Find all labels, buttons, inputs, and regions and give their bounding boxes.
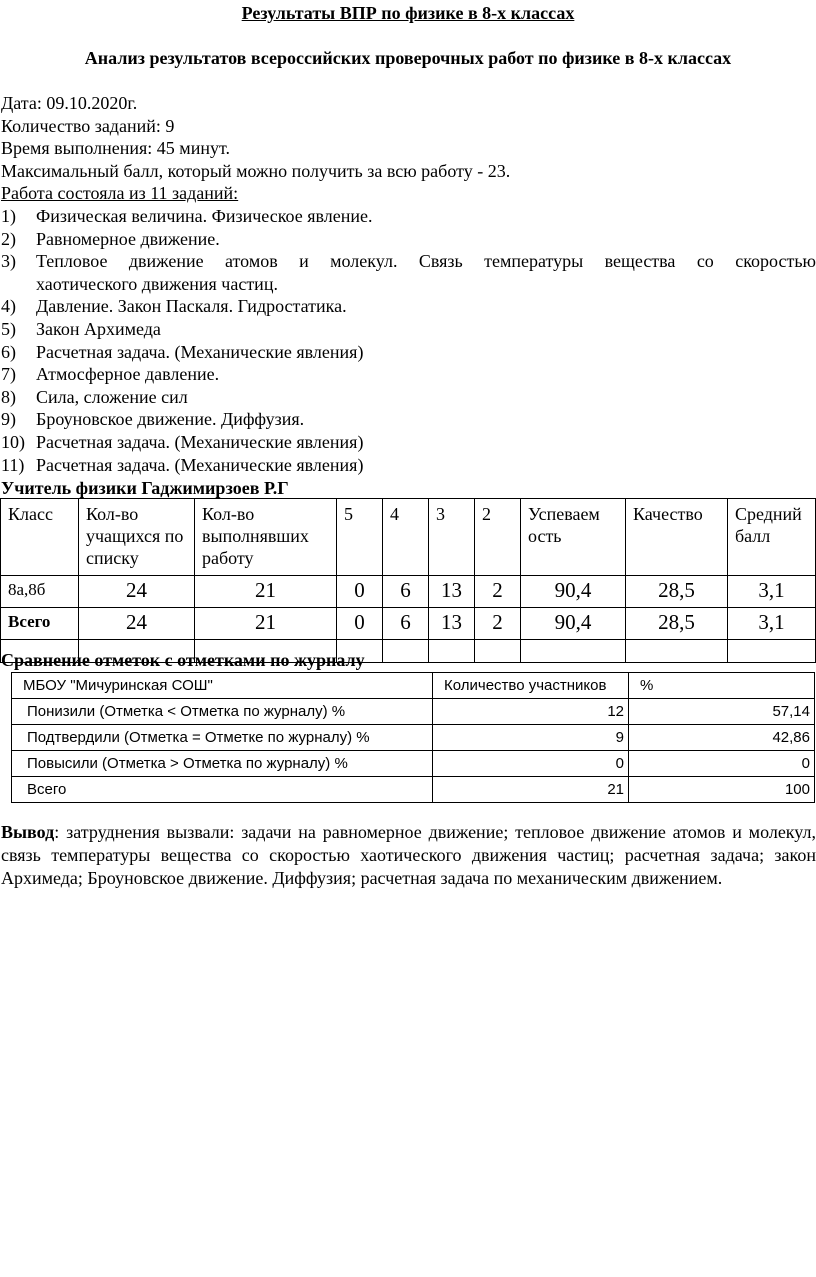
header-cell: Качество [626,499,728,576]
table-cell: 6 [383,608,429,640]
table-cell: 21 [195,608,337,640]
table-cell: 24 [79,608,195,640]
table-cell: 24 [79,576,195,608]
task-item [1,363,816,386]
document-subtitle: Анализ результатов всероссийских проверочных работ по физике в 8-х классах [84,48,732,68]
empty-cell [429,640,475,663]
table-cell: Всего [12,777,433,803]
task-text-block [36,250,816,295]
conclusion-label: Вывод [1,822,55,842]
info-task-count: Количество заданий: 9 [1,116,175,136]
task-text: Давление. Закон Паскаля. Гидростатика. [36,296,347,317]
conclusion-paragraph [1,821,816,890]
table-cell: 0 [337,576,383,608]
task-text: Тепловое движение атомов и молекул. Связь температуры вещества со скоростью [36,251,816,272]
info-duration: Время выполнения: 45 минут. [1,138,230,158]
header-cell: 3 [429,499,475,576]
header-cell: % [629,673,815,699]
task-number: 8) [1,386,16,407]
header-cell: Класс [1,499,79,576]
task-text: Равномерное движение. [36,228,220,249]
task-item [1,318,816,341]
table-cell: 6 [383,576,429,608]
task-text: Расчетная задача. (Механические явления) [36,431,364,452]
document-title: Результаты ВПР по физике в 8-х классах [241,3,575,23]
table-cell: 28,5 [626,576,728,608]
task-text: Физическая величина. Физическое явление. [36,206,373,226]
info-date: Дата: 09.10.2020г. [1,93,138,113]
task-text-continued: хаотического движения частиц. [36,273,278,294]
header-cell: 5 [337,499,383,576]
results-table [0,498,816,663]
task-number: 11) [1,454,25,475]
table-row [12,725,815,751]
task-item [1,228,816,251]
task-text: Расчетная задача. (Механические явления) [36,341,364,362]
teacher-name: Учитель физики Гаджимирзоев Р.Г [1,478,289,498]
table-cell: 0 [337,608,383,640]
table-cell: 21 [433,777,629,803]
table-cell: 57,14 [629,699,815,725]
task-text: Закон Архимеда [36,318,161,339]
table-cell: 2 [475,608,521,640]
empty-cell [475,640,521,663]
table-cell: Повысили (Отметка > Отметка по журналу) % [12,751,433,777]
task-text: Расчетная задача. (Механические явления) [36,454,364,475]
task-text: Броуновское движение. Диффузия. [36,409,305,430]
table-cell: 3,1 [728,576,816,608]
header-cell: Кол-во выполнявших работу [195,499,337,576]
table-cell: Подтвердили (Отметка = Отметке по журналу) % [12,725,433,751]
table-cell: 42,86 [629,725,815,751]
table-cell: 3,1 [728,608,816,640]
table-cell: 2 [475,576,521,608]
task-number: 4) [1,296,16,317]
comparison-title: Сравнение отметок с отметками по журналу [1,650,365,670]
task-number: 5) [1,318,16,339]
table-cell: 13 [429,576,475,608]
task-number: 6) [1,341,16,362]
task-number: 1) [1,206,16,226]
task-item [1,205,816,228]
table-cell: 90,4 [521,576,626,608]
task-number: 3) [1,251,16,272]
task-number: 7) [1,364,16,385]
header-cell: МБОУ "Мичуринская СОШ" [12,673,433,699]
task-text: Атмосферное давление. [36,364,220,385]
table-row [12,777,815,803]
header-cell: Успеваем ость [521,499,626,576]
table-row [12,699,815,725]
table-cell: Понизили (Отметка < Отметка по журналу) % [12,699,433,725]
empty-cell [521,640,626,663]
task-number: 2) [1,228,16,249]
table-cell: 0 [629,751,815,777]
task-item [1,408,816,431]
table-row [1,576,816,608]
task-item [1,454,816,477]
comparison-header-row [12,673,815,699]
empty-cell [728,640,816,663]
comparison-table [11,672,815,803]
task-item [1,431,816,454]
header-cell: Кол-во учащихся по списку [79,499,195,576]
header-cell: 2 [475,499,521,576]
conclusion-text: : затруднения вызвали: задачи на равномерное движение; тепловое движение атомов и молекул, связь температуры вещества со скоростью хаотического движения частиц; расчетная задача; закон Архимеда; Броуновское движение. Диффузия; расчетная задача по механическим движением. [1,822,816,888]
empty-cell [383,640,429,663]
results-header-row [1,499,816,576]
table-cell: 9 [433,725,629,751]
table-cell: 100 [629,777,815,803]
table-cell: 90,4 [521,608,626,640]
header-cell: 4 [383,499,429,576]
task-item [1,250,816,295]
task-item [1,341,816,364]
table-cell: 12 [433,699,629,725]
task-list [1,205,816,476]
total-label-cell: Всего [1,608,79,640]
info-max-score: Максимальный балл, который можно получить за всю работу - 23. [1,161,511,181]
task-number: 9) [1,409,16,430]
header-cell: Средний балл [728,499,816,576]
table-cell: 0 [433,751,629,777]
task-text: Сила, сложение сил [36,386,188,407]
class-cell: 8а,8б [1,576,79,608]
header-cell: Количество участников [433,673,629,699]
table-cell: 13 [429,608,475,640]
task-item [1,295,816,318]
empty-cell [626,640,728,663]
table-row [12,751,815,777]
table-row [1,608,816,640]
tasks-heading: Работа состояла из 11 заданий: [1,183,239,203]
task-number: 10) [1,431,25,452]
table-cell: 28,5 [626,608,728,640]
task-item [1,386,816,409]
table-cell: 21 [195,576,337,608]
